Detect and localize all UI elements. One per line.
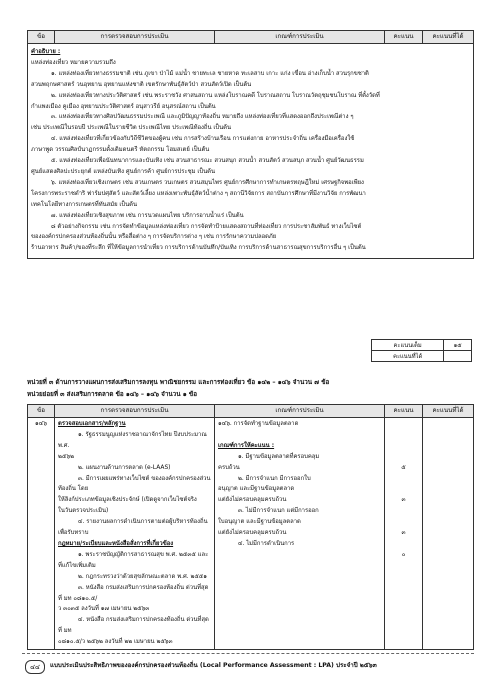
doc-line: ๒๕๖๒ — [58, 453, 74, 460]
law-line: ๔. หนังสือ กรมส่งเสริมการปกครองท้องถิ่น ด่วนที่สุด ที่ มท — [58, 617, 209, 635]
explanation-table — [27, 30, 474, 259]
assessment-table — [27, 404, 474, 650]
col-header-criteria: เกณฑ์การประเมิน — [215, 31, 385, 43]
item-check-column — [55, 418, 215, 649]
explanation-line: สวนพฤกษศาสตร์ วนอุทยาน อุทยานแห่งชาติ เขตรักษาพันธุ์สัตว์ป่า สวนสัตว์เปิด เป็นต้น — [31, 81, 252, 88]
criteria-line: ๔. ไม่มีการดำเนินการ — [238, 540, 295, 547]
law-line: ๓. หนังสือ กรมส่งเสริมการปกครองท้องถิ่น ด่วนที่สุด ที่ มท ๐๘๑๐.๕/ — [58, 584, 209, 602]
law-line: ๑. พระราชบัญญัติการสาธารณสุข พ.ศ. ๒๕๓๕ และที่แก้ไขเพิ่มเติม — [58, 551, 209, 569]
explanation-line: เช่น ประเพณีในรอบปี ประเพณีในรายชีวิต ประเพณีไทย ประเพณีท้องถิ่น เป็นต้น — [31, 125, 231, 132]
explanation-line: เทคโนโลยีทางการเกษตรที่ทันสมัย เป็นต้น — [31, 201, 138, 208]
explanation-line: แหล่งท่องเที่ยว หมายความรวมถึง — [31, 59, 116, 66]
col-header-item: การตรวจสอบการประเมิน — [55, 31, 215, 43]
col-header-score: คะแนน — [385, 31, 423, 43]
explanation-line: ๖. แหล่งท่องเที่ยวเชิงเกษตร เช่น สวนเกษตร วนเกษตร สวนสมุนไพร ศูนย์การศึกษาการทำเกษตรทฤษฎีใหม่ เศรษฐกิจพอเพียง — [51, 179, 364, 186]
footer-text: แบบประเมินประสิทธิภาพขององค์กรปกครองส่วนท้องถิ่น (Local Performance Assessment : LPA) ประจำปี ๒๕๖๓ — [50, 662, 377, 669]
explanation-line: กำแพงเมือง คูเมือง อุทยานประวัติศาสตร์ อนุสาวรีย์ อนุสรณ์สถาน เป็นต้น — [31, 103, 216, 110]
criteria-line: ๒. มีการจำแนก มีการออกใบ — [238, 475, 311, 482]
criteria-line: อนุญาต และมีฐานข้อมูลตลาด — [218, 486, 295, 493]
explanation-line: ๑. แหล่งท่องเที่ยวทางธรรมชาติ เช่น ภูเขา ป่าไม้ แม่น้ำ ชายทะเล ชายหาด ทะเลสาบ เกาะ แก่ง เขื่อน อ่างเก็บน้ำ สวนรุกขชาติ — [51, 70, 369, 77]
table-header — [28, 31, 473, 44]
criteria-line: ครบถ้วน — [218, 464, 240, 471]
item-number-text: ๑๔๖ — [35, 421, 47, 427]
col-header-no: ข้อ — [28, 405, 55, 417]
explanation-line: ๗. แหล่งท่องเที่ยวเชิงสุขภาพ เช่น การนวดแผนไทย บริการอาบน้ำแร่ เป็นต้น — [51, 212, 244, 219]
subunit-heading: หน่วยย่อยที่ ๓ ส่งเสริมการตลาด ข้อ ๑๔๖ – ๑๔๖ จำนวน ๑ ข้อ — [27, 391, 197, 398]
explanation-title: คำอธิบาย : — [31, 49, 61, 55]
table-header — [28, 405, 473, 418]
score-got-column — [423, 418, 473, 649]
explanation-line: ศูนย์แสดงศิลปะประยุกต์ แหล่งบันเทิง ศูนย์การค้า ศูนย์การประชุม เป็นต้น — [31, 168, 216, 175]
explanation-line: ภาษาพูด วรรณศิลป์นาฏกรรมดั้งเดิมดนตรี หัตถกรรม โฮมสเตย์ เป็นต้น — [31, 147, 210, 154]
got-score-label: คะแนนที่ได้ — [372, 351, 444, 362]
item-number — [28, 418, 55, 649]
criteria-line: ใบอนุญาต และมีฐานข้อมูลตลาด — [218, 519, 301, 526]
table-row — [28, 418, 473, 649]
col-header-score-got: คะแนนที่ได้ — [432, 407, 464, 414]
score-value: ๓ — [401, 530, 406, 537]
doc-line: ให้ลิงก์ประเภทข้อมูลเชิงประจักษ์ (เปิดดูจากเว็บไซต์จริง — [58, 497, 197, 504]
criteria-subtitle: เกณฑ์การให้คะแนน : — [218, 442, 275, 449]
criteria-column — [215, 418, 385, 649]
got-score-value — [444, 351, 472, 362]
col-header-item: การตรวจสอบการประเมิน — [55, 405, 215, 417]
explanation-line: ๒. แหล่งท่องเที่ยวทางประวัติศาสตร์ เช่น พระราชวัง ศาสนสถาน แหล่งโบราณคดี โบราณสถาน โบราณวัตถุชุมชนโบราณ ที่ตั้งวัดที่ — [51, 92, 380, 99]
explanation-line: ๕. แหล่งท่องเที่ยวเพื่อนันทนาการและบันเทิง เช่น สวนสาธารณะ สวนสนุก สวนน้ำ สวนสัตว์ สวนสนุก สวนน้ำ ศูนย์วัฒนธรรม — [51, 158, 364, 165]
law-line: ๒. กฎกระทรวงว่าด้วยสุขลักษณะตลาด พ.ศ. ๒๕๕๑ — [78, 573, 208, 580]
page-footer — [22, 653, 474, 674]
criteria-title: ๑๔๖. การจัดทำฐานข้อมูลตลาด — [218, 421, 299, 427]
criteria-line: ๓. ไม่มีการจำแนก แต่มีการออก — [238, 508, 319, 515]
doc-line: ในวันตรวจประเมิน) — [58, 508, 109, 515]
col-header-score-got: คะแนนที่ได้ — [432, 33, 464, 40]
explanation-line: โครงการพระราชดำริ ฟาร์มปศุสัตว์ และสัตว์เลี้ยง แหล่งเพาะพันธุ์สัตว์น้ำต่าง ๆ สถานีวิจัยการ สถาบันการศึกษาที่มีงานวิจัย การพัฒนา — [31, 190, 366, 197]
col-header-no: ข้อ — [28, 31, 55, 43]
law-line: ๐๘๑๐.๕/ว ๒๕๖๒ ลงวันที่ ๒๒ เมษายน ๒๕๖๓ — [58, 639, 173, 646]
explanation-line: ๓. แหล่งท่องเที่ยวทางศิลปวัฒนธรรมประเพณี และภูมิปัญญาท้องถิ่น หมายถึง แหล่งท่องเที่ยวที่แสดงออกถึงประเพณีต่าง ๆ — [51, 114, 354, 121]
explanation-line: ร้านอาหาร สินค้า/ของที่ระลึก ที่ให้ข้อมูลการนำเที่ยว การบริการด้านบันทึก/บันเทิง การบริการด้านสาธารณสุขการบริการอื่น ๆ เป็นต้น — [31, 245, 366, 252]
criteria-line: ๑. มีฐานข้อมูลตลาดที่ครอบคลุม — [238, 453, 320, 460]
col-header-score: คะแนน — [385, 405, 423, 417]
explanation-line: ๘ ตัวอย่างกิจกรรม เช่น การจัดทำข้อมูลแหล่งท่องเที่ยว การจัดทำป้ายแสดงสถานที่ท่องเที่ยว การประชาสัมพันธ์ ทางเว็บไซต์ — [51, 223, 362, 230]
full-score-label: คะแนนเต็ม — [372, 340, 444, 351]
score-value: ๕ — [401, 464, 406, 471]
full-score-value: ๑๕ — [444, 340, 472, 351]
doc-line: ๒. แผนงานด้านการตลาด (e-LAAS) — [78, 464, 171, 471]
explanation-line: ๔. แหล่งท่องเที่ยวที่เกี่ยวข้องกับวิถีชีวิตของผู้คน เช่น การสร้างบ้านเรือน การแต่งกาย อาหารประจำถิ่น เครื่องมือเครื่องใช้ — [51, 136, 355, 143]
law-title: กฎหมาย/ระเบียบและหนังสือสั่งการที่เกี่ยวข้อง — [58, 540, 174, 547]
explanation-line: ขององค์กรปกครองส่วนท้องถิ่นนั้น หรือสื่อต่าง ๆ การจัดบริการต่าง ๆ เช่น การรักษาความปลอดภัย — [31, 234, 277, 241]
criteria-line: แต่ยังไม่ครอบคลุมครบถ้วน — [218, 530, 287, 537]
col-header-criteria: เกณฑ์การประเมิน — [215, 405, 385, 417]
score-box — [371, 339, 472, 362]
score-value: ๐ — [401, 551, 406, 558]
doc-line: ๔. รายงานผลการดำเนินการตามต่อผู้บริหารท้องถิ่นเพื่อรับทราบ — [58, 519, 208, 537]
unit-heading: หน่วยที่ ๓ ด้านการวางแผนการส่งเสริมการลงทุน พาณิชยกรรม และการท่องเที่ยว ข้อ ๑๔๒ – ๑๔๖ จำนวน ๗ ข้อ — [27, 379, 330, 386]
check-title: ตรวจสอบเอกสาร/หลักฐาน — [58, 421, 126, 427]
doc-line: ๑. รัฐธรรมนูญแห่งราชอาณาจักรไทย ปีงบประมาณ พ.ศ. — [58, 431, 207, 449]
page-number: ๔๔ — [25, 660, 45, 674]
law-line: ว ๓๐๓๕ ลงวันที่ ๑๗ เมษายน ๒๕๖๓ — [58, 606, 150, 613]
score-column — [385, 418, 423, 649]
score-value: ๓ — [401, 497, 406, 504]
explanation-body — [28, 44, 473, 258]
criteria-line: แต่ยังไม่ครอบคลุมครบถ้วน — [218, 497, 287, 504]
doc-line: ๓. มีการเผยแพร่ทางเว็บไซต์ ขององค์กรปกครองส่วนท้องถิ่น โดย — [58, 475, 211, 493]
